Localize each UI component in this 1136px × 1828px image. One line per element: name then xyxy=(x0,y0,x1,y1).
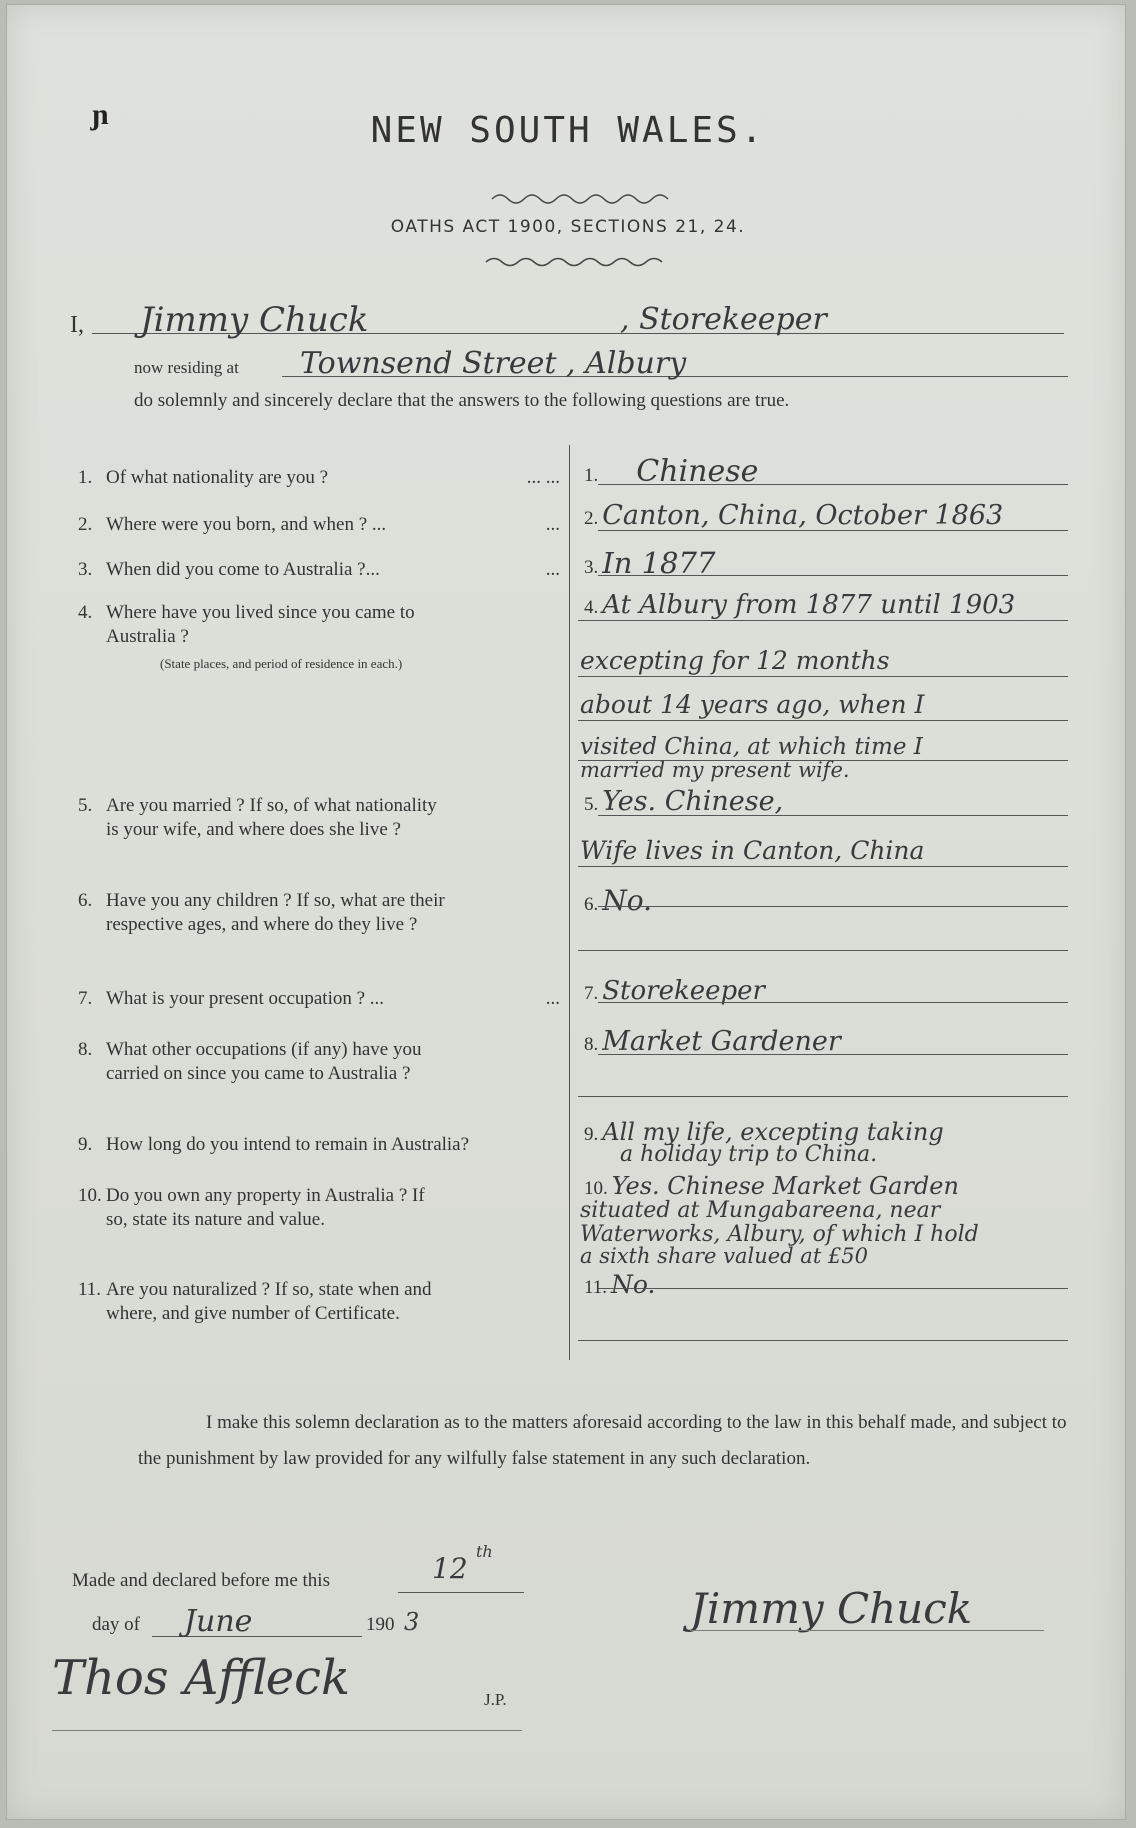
question-10: 10. Do you own any property in Australia ? If so, state its nature and value. xyxy=(78,1185,425,1230)
answer-10-line-2: situated at Mungabareena, near xyxy=(580,1198,941,1223)
answer-5-line xyxy=(598,815,1068,816)
question-11: 11. Are you naturalized ? If so, state when and where, and give number of Certificate. xyxy=(78,1279,432,1324)
page-title: NEW SOUTH WALES. xyxy=(370,110,766,151)
day-line xyxy=(398,1592,524,1593)
answer-2-line xyxy=(598,530,1068,531)
act-subheading: OATHS ACT 1900, SECTIONS 21, 24. xyxy=(390,217,746,237)
declared-month: June xyxy=(184,1604,253,1639)
declared-day: 12 xyxy=(432,1552,468,1585)
answer-2: 2. Canton, China, October 1863 xyxy=(584,500,1004,531)
bottom-flourish-divider xyxy=(0,254,1136,268)
solemn-declaration-text: I make this solemn declaration as to the matters aforesaid according to the law in this behalf made, and subject to the punishment by law provided for any wilfully false statement in any such declaration. xyxy=(138,1412,1067,1469)
answer-9: 9. All my life, excepting taking xyxy=(584,1118,944,1146)
residing-label: now residing at xyxy=(134,358,239,377)
answer-10: 10. Yes. Chinese Market Garden xyxy=(584,1172,959,1200)
answer-4-line-4: visited China, at which time I xyxy=(580,734,923,760)
answer-8: 8. Market Gardener xyxy=(584,1026,841,1057)
answer-4-rule-1 xyxy=(578,620,1068,621)
answer-3-line xyxy=(598,575,1068,576)
declarant-occupation: , Storekeeper xyxy=(620,302,827,337)
answer-6-rule-2 xyxy=(578,950,1068,951)
column-divider xyxy=(569,445,570,1360)
answer-4: 4. At Albury from 1877 until 1903 xyxy=(584,590,1016,620)
top-flourish-divider xyxy=(0,190,1136,204)
corner-mark: ɲ xyxy=(92,98,109,131)
jp-signature: Thos Affleck xyxy=(52,1650,351,1706)
question-1: 1. Of what nationality are you ? ... ... xyxy=(78,467,560,488)
answer-1: 1. Chinese xyxy=(584,454,759,489)
answer-4-line-5: married my present wife. xyxy=(580,758,850,782)
day-of-label: day of xyxy=(92,1614,141,1635)
answer-7-line xyxy=(598,1002,1068,1003)
residence-address: Townsend Street , Albury xyxy=(300,346,687,381)
declarant-name: Jimmy Chuck xyxy=(140,300,369,340)
question-6: 6. Have you any children ? If so, what are their respective ages, and where do they live ? xyxy=(78,890,445,935)
answer-9-line-2: a holiday trip to China. xyxy=(620,1142,878,1167)
question-4-note: (State places, and period of residence in each.) xyxy=(160,656,403,671)
jp-title: J.P. xyxy=(484,1690,507,1709)
answer-11-rule-2 xyxy=(578,1340,1068,1341)
question-3: 3. When did you come to Australia ?... ... xyxy=(78,559,560,580)
answer-4-rule-4 xyxy=(578,760,1068,761)
question-5: 5. Are you married ? If so, of what nationality is your wife, and where does she live ? xyxy=(78,795,437,840)
declarant-prefix: I, xyxy=(70,312,84,338)
answer-4-line-2: excepting for 12 months xyxy=(580,646,890,675)
answer-4-line-3: about 14 years ago, when I xyxy=(580,690,925,719)
jp-signature-line xyxy=(52,1730,522,1731)
declarant-signature-line xyxy=(690,1630,1044,1631)
made-declared-label: Made and declared before me this xyxy=(72,1570,330,1591)
answer-5-rule-2 xyxy=(578,866,1068,867)
answer-4-rule-3 xyxy=(578,720,1068,721)
year-suffix: 3 xyxy=(404,1608,420,1636)
question-4: 4. Where have you lived since you came to Australia ? xyxy=(78,602,415,647)
answer-6: 6. No. xyxy=(584,884,653,917)
answer-8-rule-2 xyxy=(578,1096,1068,1097)
answer-5: 5. Yes. Chinese, xyxy=(584,786,784,817)
answer-5-line-2: Wife lives in Canton, China xyxy=(580,836,925,865)
answer-10-line-3: Waterworks, Albury, of which I hold xyxy=(580,1222,979,1247)
question-9: 9. How long do you intend to remain in Australia? xyxy=(78,1134,470,1155)
answer-11-line xyxy=(598,1288,1068,1289)
declarant-signature: Jimmy Chuck xyxy=(690,1584,973,1633)
answer-11: 11. No. xyxy=(584,1270,656,1299)
answer-7: 7. Storekeeper xyxy=(584,976,765,1006)
answer-4-rule-2 xyxy=(578,676,1068,677)
answer-8-line xyxy=(598,1054,1068,1055)
question-7: 7. What is your present occupation ? ... ... xyxy=(78,988,560,1009)
year-prefix: 190 xyxy=(366,1614,395,1635)
question-8: 8. What other occupations (if any) have you carried on since you came to Australia ? xyxy=(78,1039,422,1084)
answer-6-line xyxy=(598,906,1068,907)
declared-day-suffix: th xyxy=(476,1542,493,1561)
answer-1-line xyxy=(598,484,1068,485)
answer-10-line-4: a sixth share valued at £50 xyxy=(580,1244,869,1268)
declaration-intro: do solemnly and sincerely declare that the answers to the following questions are true. xyxy=(134,390,790,411)
question-2: 2. Where were you born, and when ? ... ... xyxy=(78,514,560,535)
answer-3: 3. In 1877 xyxy=(584,546,716,580)
